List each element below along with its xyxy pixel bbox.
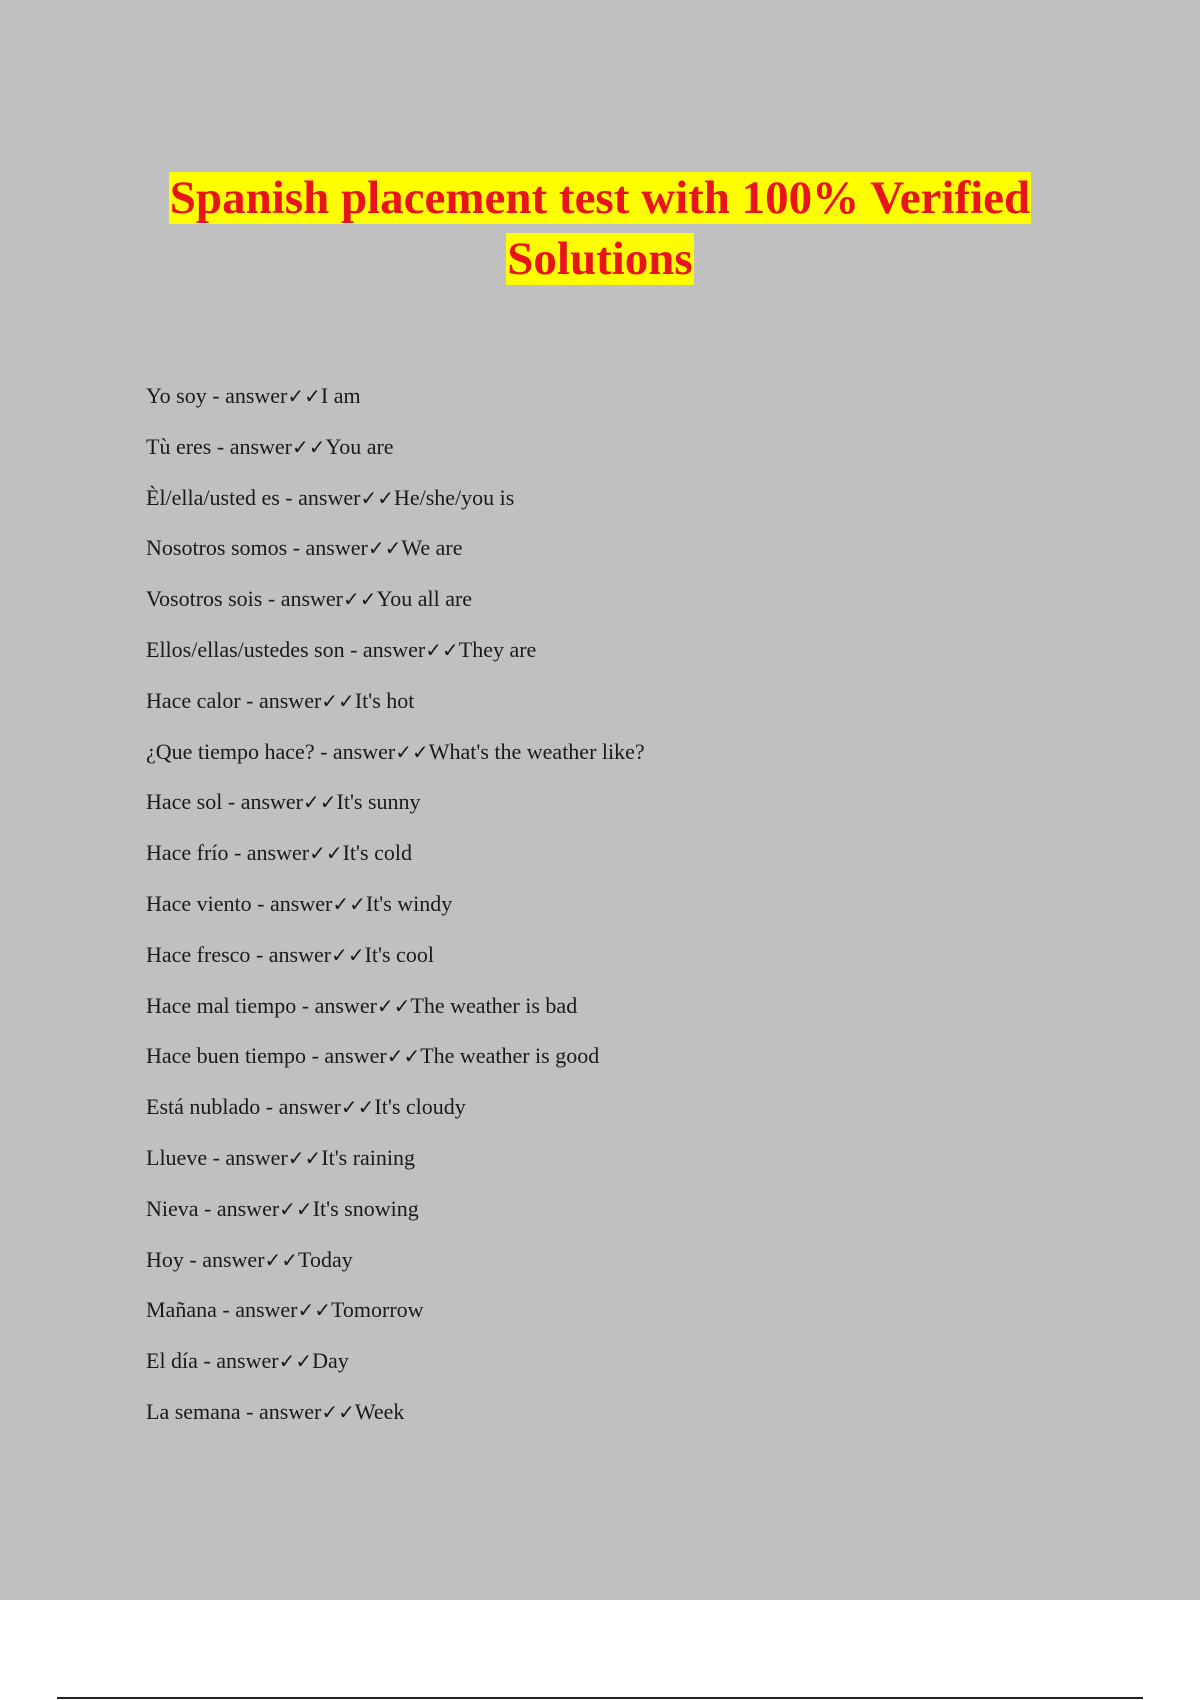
question-text: Hace fresco bbox=[146, 941, 251, 967]
separator-text: - bbox=[198, 1195, 217, 1221]
title-line-1: Spanish placement test with 100% Verified bbox=[169, 172, 1031, 224]
question-text: Èl/ella/usted es bbox=[146, 484, 280, 510]
separator-text: - bbox=[260, 1094, 279, 1120]
answer-text: It's cloudy bbox=[374, 1094, 466, 1120]
answer-label: answer bbox=[258, 687, 322, 713]
title-line-2: Solutions bbox=[507, 233, 693, 285]
list-item bbox=[146, 1297, 645, 1348]
question-text: La semana bbox=[146, 1398, 241, 1424]
separator-text: - bbox=[262, 586, 281, 612]
list-item bbox=[146, 383, 645, 434]
question-text: Mañana bbox=[146, 1297, 217, 1323]
separator-text: - bbox=[197, 1348, 217, 1374]
answer-text: It's snowing bbox=[312, 1195, 419, 1221]
answer-text: Day bbox=[312, 1348, 349, 1374]
list-item bbox=[146, 535, 645, 586]
separator-text: - bbox=[250, 941, 269, 967]
answer-label: answer bbox=[324, 1043, 387, 1069]
question-text: ¿Que tiempo hace? bbox=[146, 738, 315, 764]
separator-text: - bbox=[306, 1043, 325, 1069]
checkmark-icon: ✓✓ bbox=[287, 1145, 322, 1170]
list-item bbox=[146, 789, 645, 840]
answer-label: answer bbox=[225, 383, 288, 408]
checkmark-icon: ✓✓ bbox=[321, 1399, 355, 1424]
answer-label: answer bbox=[280, 586, 343, 612]
checkmark-icon: ✓✓ bbox=[287, 384, 321, 408]
separator-text: - bbox=[222, 789, 241, 815]
answer-label: answer bbox=[216, 1348, 279, 1374]
list-item bbox=[146, 1043, 645, 1094]
answer-text: We are bbox=[401, 535, 463, 561]
answer-text: It's windy bbox=[365, 890, 453, 916]
list-item bbox=[146, 688, 645, 739]
answer-label: answer bbox=[240, 789, 303, 815]
footer-divider bbox=[57, 1697, 1143, 1699]
question-text: Tù eres bbox=[146, 433, 212, 459]
answer-label: answer bbox=[202, 1246, 265, 1272]
question-text: Hace mal tiempo bbox=[146, 992, 297, 1018]
question-answer-list bbox=[146, 383, 645, 1450]
checkmark-icon: ✓✓ bbox=[386, 1044, 421, 1069]
answer-label: answer bbox=[225, 1144, 288, 1170]
checkmark-icon: ✓✓ bbox=[278, 1349, 313, 1374]
answer-text: It's hot bbox=[354, 687, 415, 713]
list-item bbox=[146, 942, 645, 993]
answer-text: The weather is good bbox=[420, 1043, 600, 1069]
answer-label: answer bbox=[216, 1195, 280, 1221]
answer-text: It's raining bbox=[321, 1144, 416, 1170]
question-text: Ellos/ellas/ustedes son bbox=[146, 636, 345, 662]
answer-text: I am bbox=[320, 383, 361, 408]
list-item bbox=[146, 1145, 645, 1196]
separator-text: - bbox=[211, 433, 230, 459]
question-text: Llueve bbox=[146, 1144, 208, 1170]
checkmark-icon: ✓✓ bbox=[279, 1196, 313, 1221]
list-item bbox=[146, 637, 645, 688]
answer-label: answer bbox=[229, 433, 292, 459]
answer-label: answer bbox=[246, 840, 310, 866]
checkmark-icon: ✓✓ bbox=[331, 942, 365, 967]
answer-text: You all are bbox=[376, 586, 473, 612]
answer-text: He/she/you is bbox=[393, 484, 515, 510]
answer-text: The weather is bad bbox=[410, 992, 578, 1018]
answer-label: answer bbox=[305, 535, 368, 561]
answer-label: answer bbox=[259, 1398, 322, 1424]
question-text: Nosotros somos bbox=[146, 535, 288, 561]
checkmark-icon: ✓✓ bbox=[321, 688, 355, 713]
checkmark-icon: ✓✓ bbox=[343, 587, 377, 612]
question-text: Está nublado bbox=[146, 1094, 261, 1120]
list-item bbox=[146, 485, 645, 536]
list-item bbox=[146, 1247, 645, 1298]
list-item bbox=[146, 1399, 645, 1450]
separator-text: - bbox=[183, 1246, 203, 1272]
answer-text: Week bbox=[354, 1398, 405, 1424]
answer-text: It's cold bbox=[342, 840, 412, 866]
list-item bbox=[146, 840, 645, 891]
separator-text: - bbox=[206, 383, 226, 408]
checkmark-icon: ✓✓ bbox=[332, 891, 366, 916]
question-text: Hoy bbox=[146, 1246, 184, 1272]
checkmark-icon: ✓✓ bbox=[395, 739, 429, 764]
separator-text: - bbox=[314, 738, 333, 764]
checkmark-icon: ✓✓ bbox=[264, 1247, 299, 1272]
answer-label: answer bbox=[298, 484, 361, 510]
checkmark-icon: ✓✓ bbox=[376, 993, 411, 1018]
question-text: Hace calor bbox=[146, 687, 241, 713]
separator-text: - bbox=[251, 890, 270, 916]
answer-text: It's sunny bbox=[336, 789, 421, 815]
list-item bbox=[146, 1348, 645, 1399]
separator-text: - bbox=[344, 636, 363, 662]
answer-text: It's cool bbox=[364, 941, 434, 967]
separator-text: - bbox=[240, 1398, 259, 1424]
answer-label: answer bbox=[332, 738, 396, 764]
checkmark-icon: ✓✓ bbox=[303, 790, 337, 815]
question-text: Vosotros sois bbox=[146, 586, 263, 612]
question-text: Yo soy bbox=[146, 383, 207, 408]
list-item bbox=[146, 586, 645, 637]
checkmark-icon: ✓✓ bbox=[292, 434, 326, 459]
question-text: Hace viento bbox=[146, 890, 252, 916]
list-item bbox=[146, 891, 645, 942]
answer-text: You are bbox=[325, 433, 394, 459]
separator-text: - bbox=[287, 535, 306, 561]
list-item bbox=[146, 434, 645, 485]
answer-text: Today bbox=[298, 1246, 353, 1272]
answer-label: answer bbox=[314, 992, 377, 1018]
list-item bbox=[146, 1094, 645, 1145]
separator-text: - bbox=[240, 687, 259, 713]
answer-text: What's the weather like? bbox=[428, 738, 645, 764]
list-item bbox=[146, 993, 645, 1044]
checkmark-icon: ✓✓ bbox=[340, 1095, 375, 1120]
checkmark-icon: ✓✓ bbox=[360, 485, 394, 510]
separator-text: - bbox=[216, 1297, 236, 1323]
answer-label: answer bbox=[270, 890, 333, 916]
answer-text: They are bbox=[458, 636, 537, 662]
answer-label: answer bbox=[278, 1094, 341, 1120]
separator-text: - bbox=[228, 840, 247, 866]
question-text: El día bbox=[146, 1348, 198, 1374]
checkmark-icon: ✓✓ bbox=[309, 841, 343, 866]
list-item bbox=[146, 1196, 645, 1247]
list-item bbox=[146, 739, 645, 790]
separator-text: - bbox=[279, 484, 299, 510]
answer-label: answer bbox=[362, 636, 426, 662]
question-text: Nieva bbox=[146, 1195, 199, 1221]
question-text: Hace frío bbox=[146, 840, 229, 866]
checkmark-icon: ✓✓ bbox=[425, 637, 459, 662]
page-title bbox=[0, 168, 1200, 290]
answer-label: answer bbox=[268, 941, 332, 967]
separator-text: - bbox=[207, 1144, 226, 1170]
question-text: Hace sol bbox=[146, 789, 223, 815]
checkmark-icon: ✓✓ bbox=[367, 536, 402, 561]
separator-text: - bbox=[296, 992, 315, 1018]
answer-text: Tomorrow bbox=[331, 1297, 424, 1323]
question-text: Hace buen tiempo bbox=[146, 1043, 307, 1069]
answer-label: answer bbox=[235, 1297, 298, 1323]
checkmark-icon: ✓✓ bbox=[297, 1298, 332, 1323]
